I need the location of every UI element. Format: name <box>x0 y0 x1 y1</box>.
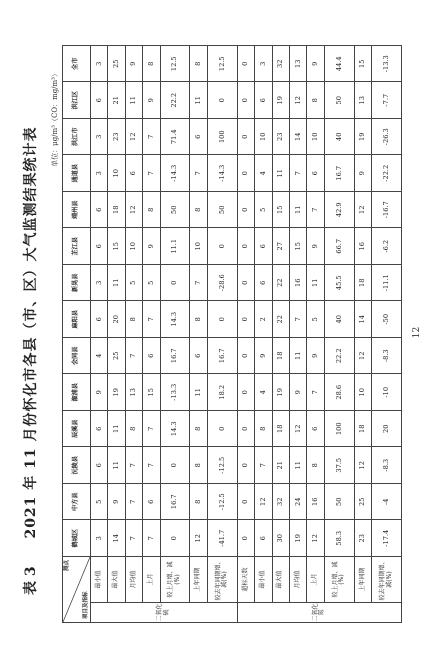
table-cell: -8.3 <box>372 338 402 375</box>
table-cell: 7 <box>125 338 142 375</box>
table-cell: 13 <box>289 46 306 83</box>
table-cell: 4 <box>255 374 272 411</box>
table-cell: 6 <box>143 338 160 375</box>
column-header: 鹤城区 <box>63 520 91 557</box>
table-cell: 23 <box>354 520 371 557</box>
table-cell: 0 <box>237 155 254 192</box>
row-label: 超标天数 <box>237 557 254 603</box>
table-cell: 12.5 <box>160 46 190 83</box>
table-cell: 12 <box>289 82 306 119</box>
table-cell: 27 <box>272 228 289 265</box>
table-cell: 15 <box>143 374 160 411</box>
row-label: 月均值 <box>125 557 142 603</box>
table-cell: 13 <box>125 374 142 411</box>
table-cell: 18 <box>272 411 289 448</box>
table-cell: 100 <box>324 411 354 448</box>
table-cell: 12 <box>190 520 207 557</box>
table-row <box>372 46 402 623</box>
table-cell: 5 <box>91 484 108 521</box>
table-cell: 18 <box>354 265 371 302</box>
table-cell: -13.3 <box>372 46 402 83</box>
unit-label: 单位：μg/m³（CO：mg/m³） <box>51 70 59 167</box>
table-cell: 20 <box>108 301 125 338</box>
table-cell: -26.3 <box>372 119 402 156</box>
table-cell: 0 <box>237 374 254 411</box>
table-cell: 42.9 <box>324 192 354 229</box>
row-label: 较去年同期增、减(%) <box>207 557 237 603</box>
table-cell: 71.4 <box>160 119 190 156</box>
table-cell: -22.2 <box>372 155 402 192</box>
table-cell: 4 <box>91 338 108 375</box>
header-row <box>63 46 91 623</box>
table-cell: 7 <box>143 301 160 338</box>
group-label: 二氧化氮 <box>237 603 401 623</box>
table-cell: 11 <box>190 82 207 119</box>
table-cell: 18 <box>354 411 371 448</box>
table-cell: 40 <box>324 301 354 338</box>
table-cell: 18.2 <box>207 374 237 411</box>
table-cell: 3 <box>91 265 108 302</box>
table-cell: 0 <box>237 119 254 156</box>
table-cell: 0 <box>160 265 190 302</box>
table-cell: 22.2 <box>324 338 354 375</box>
table-cell: 21 <box>272 447 289 484</box>
statistics-table <box>62 45 402 623</box>
table-cell: 12 <box>354 447 371 484</box>
table-cell: 8 <box>190 301 207 338</box>
table-cell: 6 <box>255 520 272 557</box>
table-cell: 11 <box>307 265 324 302</box>
table-cell: 8 <box>190 192 207 229</box>
table-cell: 7 <box>143 119 160 156</box>
table-row <box>255 46 272 623</box>
table-row <box>143 46 160 623</box>
corner-top-label: 测点 <box>64 560 70 572</box>
table-cell: 0 <box>237 265 254 302</box>
table-row <box>207 46 237 623</box>
table-cell: 7 <box>125 484 142 521</box>
row-label: 较上月增、减(%) <box>324 557 354 603</box>
table-cell: 9 <box>143 82 160 119</box>
table-cell: 6 <box>255 228 272 265</box>
table-cell: 0 <box>207 82 237 119</box>
table-cell: 6 <box>91 411 108 448</box>
table-cell: 14 <box>289 119 306 156</box>
table-cell: 11.1 <box>160 228 190 265</box>
table-cell: 9 <box>307 46 324 83</box>
table-cell: 50 <box>324 484 354 521</box>
table-cell: 14 <box>354 301 371 338</box>
table-body <box>91 46 402 623</box>
corner-bottom-label: 项目及指标 <box>82 591 89 619</box>
table-cell: 9 <box>354 155 371 192</box>
column-header: 溆浦县 <box>63 374 91 411</box>
table-cell: -16.7 <box>372 192 402 229</box>
table-cell: 23 <box>108 119 125 156</box>
table-cell: 0 <box>237 192 254 229</box>
table-cell: 50 <box>324 82 354 119</box>
table-cell: 9 <box>91 374 108 411</box>
row-label: 最小值 <box>255 557 272 603</box>
table-cell: 25 <box>108 46 125 83</box>
table-row <box>272 46 289 623</box>
table-cell: 25 <box>108 338 125 375</box>
table-cell: 28.6 <box>324 374 354 411</box>
table-cell: 4 <box>255 155 272 192</box>
column-header: 辰溪县 <box>63 411 91 448</box>
table-row <box>324 46 354 623</box>
table-cell: 12 <box>307 520 324 557</box>
table-cell: 18 <box>108 192 125 229</box>
table-cell: 16.7 <box>160 484 190 521</box>
table-cell: 19 <box>289 520 306 557</box>
table-cell: 11 <box>289 192 306 229</box>
table-cell: 6 <box>307 411 324 448</box>
table-cell: 7 <box>307 192 324 229</box>
column-header: 会同县 <box>63 338 91 375</box>
table-cell: -50 <box>372 301 402 338</box>
table-cell: 8 <box>125 411 142 448</box>
table-cell: 6 <box>91 82 108 119</box>
table-cell: -14.3 <box>207 155 237 192</box>
table-cell: 6 <box>91 301 108 338</box>
table-cell: 0 <box>237 46 254 83</box>
table-cell: 7 <box>190 265 207 302</box>
table-cell: 22 <box>272 265 289 302</box>
table-cell: 16 <box>307 484 324 521</box>
table-cell: 44.4 <box>324 46 354 83</box>
table-cell: 6 <box>190 119 207 156</box>
table-cell: 9 <box>108 484 125 521</box>
table-cell: 7 <box>143 520 160 557</box>
column-header: 中方县 <box>63 484 91 521</box>
table-cell: 6 <box>91 447 108 484</box>
table-cell: 22 <box>272 301 289 338</box>
table-cell: 45.5 <box>324 265 354 302</box>
table-cell: 15 <box>108 228 125 265</box>
table-cell: 7 <box>289 155 306 192</box>
row-label: 上年同期 <box>190 557 207 603</box>
table-cell: 10 <box>255 119 272 156</box>
table-cell: 50 <box>160 192 190 229</box>
table-cell: 6 <box>190 338 207 375</box>
table-cell: -17.4 <box>372 520 402 557</box>
table-cell: 8 <box>125 301 142 338</box>
table-cell: 7 <box>307 374 324 411</box>
table-cell: 8 <box>143 192 160 229</box>
table-cell: 0 <box>160 520 190 557</box>
table-cell: 3 <box>91 520 108 557</box>
table-cell: 0 <box>237 411 254 448</box>
column-header: 全市 <box>63 46 91 83</box>
row-label: 上年同期 <box>354 557 371 603</box>
table-cell: -12.5 <box>207 447 237 484</box>
table-cell: 32 <box>272 46 289 83</box>
table-cell: 6 <box>255 265 272 302</box>
table-cell: 15 <box>289 228 306 265</box>
table-row <box>160 46 190 623</box>
column-header: 麻阳县 <box>63 301 91 338</box>
table-cell: -8.3 <box>372 447 402 484</box>
table-cell: 5 <box>125 265 142 302</box>
table-cell: -28.6 <box>207 265 237 302</box>
table-cell: 7 <box>143 411 160 448</box>
table-cell: 10 <box>108 155 125 192</box>
table-cell: 8 <box>143 46 160 83</box>
table-cell: 66.7 <box>324 228 354 265</box>
table-cell: 7 <box>289 301 306 338</box>
table-row <box>354 46 371 623</box>
table-cell: 19 <box>272 82 289 119</box>
table-cell: 11 <box>289 447 306 484</box>
table-cell: 11 <box>125 82 142 119</box>
table-cell: 10 <box>190 228 207 265</box>
table-cell: -6.2 <box>372 228 402 265</box>
table-cell: 0 <box>207 301 237 338</box>
table-cell: 9 <box>289 374 306 411</box>
table-cell: 9 <box>307 338 324 375</box>
table-cell: 5 <box>143 265 160 302</box>
table-cell: -14.3 <box>160 155 190 192</box>
table-cell: 5 <box>307 301 324 338</box>
column-header: 洪江市 <box>63 119 91 156</box>
table-cell: 16 <box>289 265 306 302</box>
table-cell: 8 <box>255 411 272 448</box>
table-cell: 10 <box>307 119 324 156</box>
table-cell: 7 <box>143 155 160 192</box>
table-cell: 0 <box>207 228 237 265</box>
table-cell: 9 <box>255 338 272 375</box>
table-row <box>289 46 306 623</box>
corner-header <box>63 557 91 623</box>
table-cell: 9 <box>125 46 142 83</box>
table-cell: 0 <box>237 301 254 338</box>
table-cell: 16 <box>354 228 371 265</box>
table-cell: 24 <box>289 484 306 521</box>
table-cell: 12.5 <box>207 46 237 83</box>
table-cell: 12 <box>255 484 272 521</box>
column-header: 沅陵县 <box>63 447 91 484</box>
table-cell: 8 <box>190 484 207 521</box>
table-cell: 3 <box>91 46 108 83</box>
table-cell: -12.5 <box>207 484 237 521</box>
table-cell: 11 <box>190 374 207 411</box>
table-cell: 3 <box>255 46 272 83</box>
table-cell: 6 <box>125 155 142 192</box>
table-cell: 37.5 <box>324 447 354 484</box>
table-cell: 16.7 <box>160 338 190 375</box>
table-cell: -41.7 <box>207 520 237 557</box>
row-label: 月均值 <box>289 557 306 603</box>
table-label: 表 3 <box>23 566 39 595</box>
table-cell: 6 <box>143 484 160 521</box>
page-title: 2021 年 11 月份怀化市各县（市、区）大气监测结果统计表 <box>23 126 39 539</box>
table-cell: 50 <box>207 192 237 229</box>
table-cell: 32 <box>272 484 289 521</box>
table-cell: 7 <box>125 447 142 484</box>
table-cell: 12 <box>125 192 142 229</box>
table-cell: 7 <box>190 155 207 192</box>
row-label: 较上月增、减(%) <box>160 557 190 603</box>
table-cell: 11 <box>108 411 125 448</box>
table-cell: 10 <box>354 374 371 411</box>
table-cell: -10 <box>372 374 402 411</box>
table-cell: 5 <box>255 192 272 229</box>
table-cell: 11 <box>289 338 306 375</box>
table-cell: 9 <box>143 228 160 265</box>
table-cell: 8 <box>307 82 324 119</box>
table-cell: 0 <box>237 228 254 265</box>
row-label: 最小值 <box>91 557 108 603</box>
table-cell: 19 <box>272 374 289 411</box>
table-cell: 8 <box>190 447 207 484</box>
table-row <box>190 46 207 623</box>
table-cell: 11 <box>108 265 125 302</box>
table-cell: 15 <box>272 192 289 229</box>
row-label: 最大值 <box>272 557 289 603</box>
table-cell: 16.7 <box>324 155 354 192</box>
row-label: 较去年同期增、减(%) <box>372 557 402 603</box>
table-cell: 0 <box>207 411 237 448</box>
table-cell: 19 <box>108 374 125 411</box>
table-cell: 11 <box>108 447 125 484</box>
table-row <box>108 46 125 623</box>
table-cell: 21 <box>108 82 125 119</box>
table-cell: -4 <box>372 484 402 521</box>
table-cell: 8 <box>307 447 324 484</box>
column-header: 新晃县 <box>63 265 91 302</box>
table-cell: 58.3 <box>324 520 354 557</box>
table-cell: 12 <box>289 411 306 448</box>
table-cell: 10 <box>125 228 142 265</box>
column-header: 通道县 <box>63 155 91 192</box>
table-cell: 0 <box>237 520 254 557</box>
row-label: 上月 <box>143 557 160 603</box>
table-cell: 13 <box>354 82 371 119</box>
table-cell: 14 <box>108 520 125 557</box>
table-cell: 16.7 <box>207 338 237 375</box>
table-cell: 25 <box>354 484 371 521</box>
table-cell: 40 <box>324 119 354 156</box>
table-cell: 15 <box>354 46 371 83</box>
table-cell: 100 <box>207 119 237 156</box>
table-cell: 2 <box>255 301 272 338</box>
row-label: 最大值 <box>108 557 125 603</box>
table-cell: 0 <box>237 484 254 521</box>
table-cell: 6 <box>307 155 324 192</box>
table-cell: 3 <box>91 119 108 156</box>
table-row <box>125 46 142 623</box>
table-cell: -13.3 <box>160 374 190 411</box>
table-cell: 8 <box>190 411 207 448</box>
table-cell: 3 <box>91 155 108 192</box>
table-cell: 18 <box>272 338 289 375</box>
table-cell: 7 <box>143 447 160 484</box>
table-cell: -11.1 <box>372 265 402 302</box>
table-row <box>237 46 254 623</box>
group-label: 二氧化硫 <box>91 603 238 623</box>
table-cell: 0 <box>237 338 254 375</box>
table-row <box>307 46 324 623</box>
table-cell: 0 <box>160 447 190 484</box>
table-cell: 20 <box>372 411 402 448</box>
table-cell: 11 <box>272 155 289 192</box>
table-cell: 12 <box>354 192 371 229</box>
table-cell: 6 <box>255 82 272 119</box>
table-cell: 14.3 <box>160 301 190 338</box>
table-cell: 7 <box>125 520 142 557</box>
row-label: 上月 <box>307 557 324 603</box>
table-cell: 22.2 <box>160 82 190 119</box>
table-cell: 0 <box>237 447 254 484</box>
table-cell: 19 <box>354 119 371 156</box>
table-cell: 23 <box>272 119 289 156</box>
table-cell: 6 <box>91 228 108 265</box>
column-header: 芷江县 <box>63 228 91 265</box>
column-header: 洪江区 <box>63 82 91 119</box>
table-cell: 0 <box>237 82 254 119</box>
table-cell: 9 <box>307 228 324 265</box>
column-header: 靖州县 <box>63 192 91 229</box>
table-cell: 12 <box>354 338 371 375</box>
table-cell: 8 <box>190 46 207 83</box>
table-cell: 30 <box>272 520 289 557</box>
table-cell: 14.3 <box>160 411 190 448</box>
table-row <box>91 46 108 623</box>
table-cell: 12 <box>125 119 142 156</box>
table-cell: -7.7 <box>372 82 402 119</box>
page-number: 12 <box>412 326 422 339</box>
table-cell: 7 <box>255 447 272 484</box>
table-cell: 6 <box>91 192 108 229</box>
